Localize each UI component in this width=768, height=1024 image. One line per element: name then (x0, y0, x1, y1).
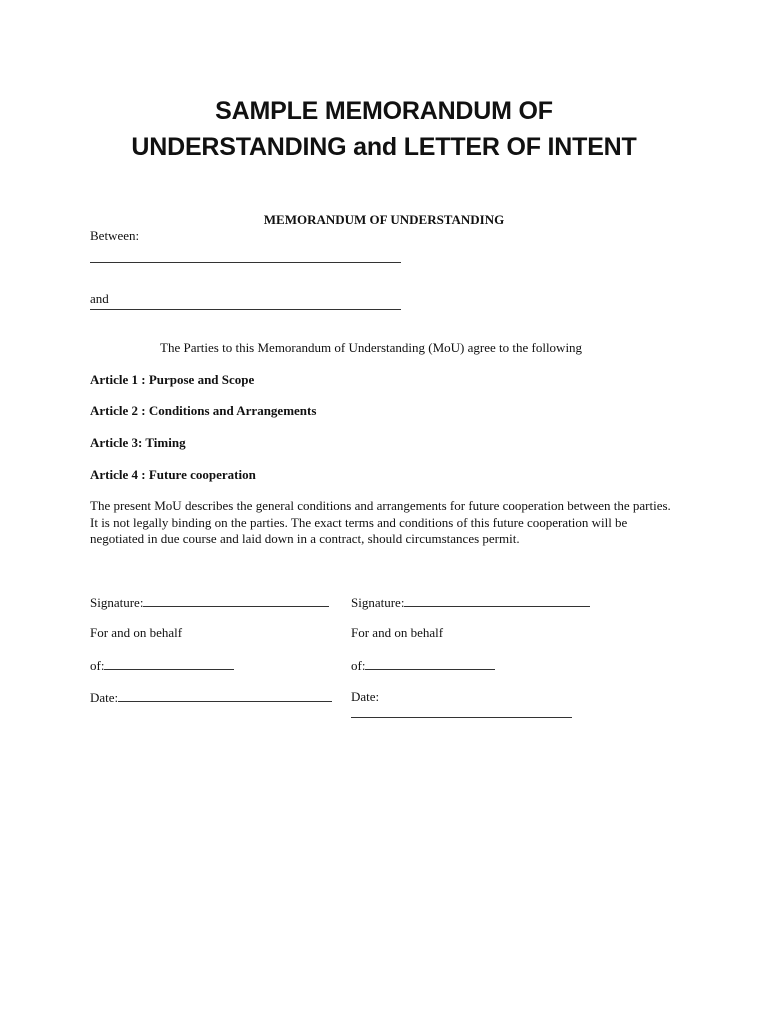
document-title-line-1: SAMPLE MEMORANDUM OF (215, 97, 553, 125)
party-2-line (90, 309, 401, 310)
left-signature-row (90, 594, 329, 611)
party-1-line (90, 262, 401, 263)
right-signature-label: Signature: (351, 595, 405, 610)
right-date-label: Date: (351, 689, 380, 704)
left-signature-label: Signature: (90, 595, 144, 610)
body-paragraph: The present MoU describes the general conditions and arrangements for future cooperation between the parties. It is not legally binding on the parties. The exact terms and conditions of this future cooperation will be negotiated in due course and laid down in a contract, should circumstances permit. (90, 498, 671, 546)
document-title-line-2: UNDERSTANDING and LETTER OF INTENT (131, 133, 637, 161)
left-date-label: Date: (90, 690, 119, 705)
article-4-heading: Article 4 : Future cooperation (90, 467, 256, 482)
right-of-line (365, 657, 495, 670)
right-behalf-label: For and on behalf (351, 625, 444, 640)
left-signature-line (143, 594, 329, 607)
left-of-label: of: (90, 658, 105, 673)
left-behalf-label: For and on behalf (90, 625, 183, 640)
left-of-line (104, 657, 234, 670)
right-of-label: of: (351, 658, 366, 673)
article-1-heading: Article 1 : Purpose and Scope (90, 372, 255, 387)
intro-text: The Parties to this Memorandum of Understanding (MoU) agree to the following (160, 340, 583, 355)
article-3-heading: Article 3: Timing (90, 435, 186, 450)
right-signature-line (404, 594, 590, 607)
left-date-row (90, 689, 332, 706)
right-of-row (351, 657, 495, 674)
and-label: and (90, 291, 109, 306)
right-date-line (351, 717, 572, 718)
right-signature-row (351, 594, 590, 611)
section-heading: MEMORANDUM OF UNDERSTANDING (263, 212, 505, 227)
left-of-row (90, 657, 234, 674)
article-2-heading: Article 2 : Conditions and Arrangements (90, 403, 317, 418)
left-date-line (118, 689, 332, 702)
between-label: Between: (90, 228, 140, 243)
